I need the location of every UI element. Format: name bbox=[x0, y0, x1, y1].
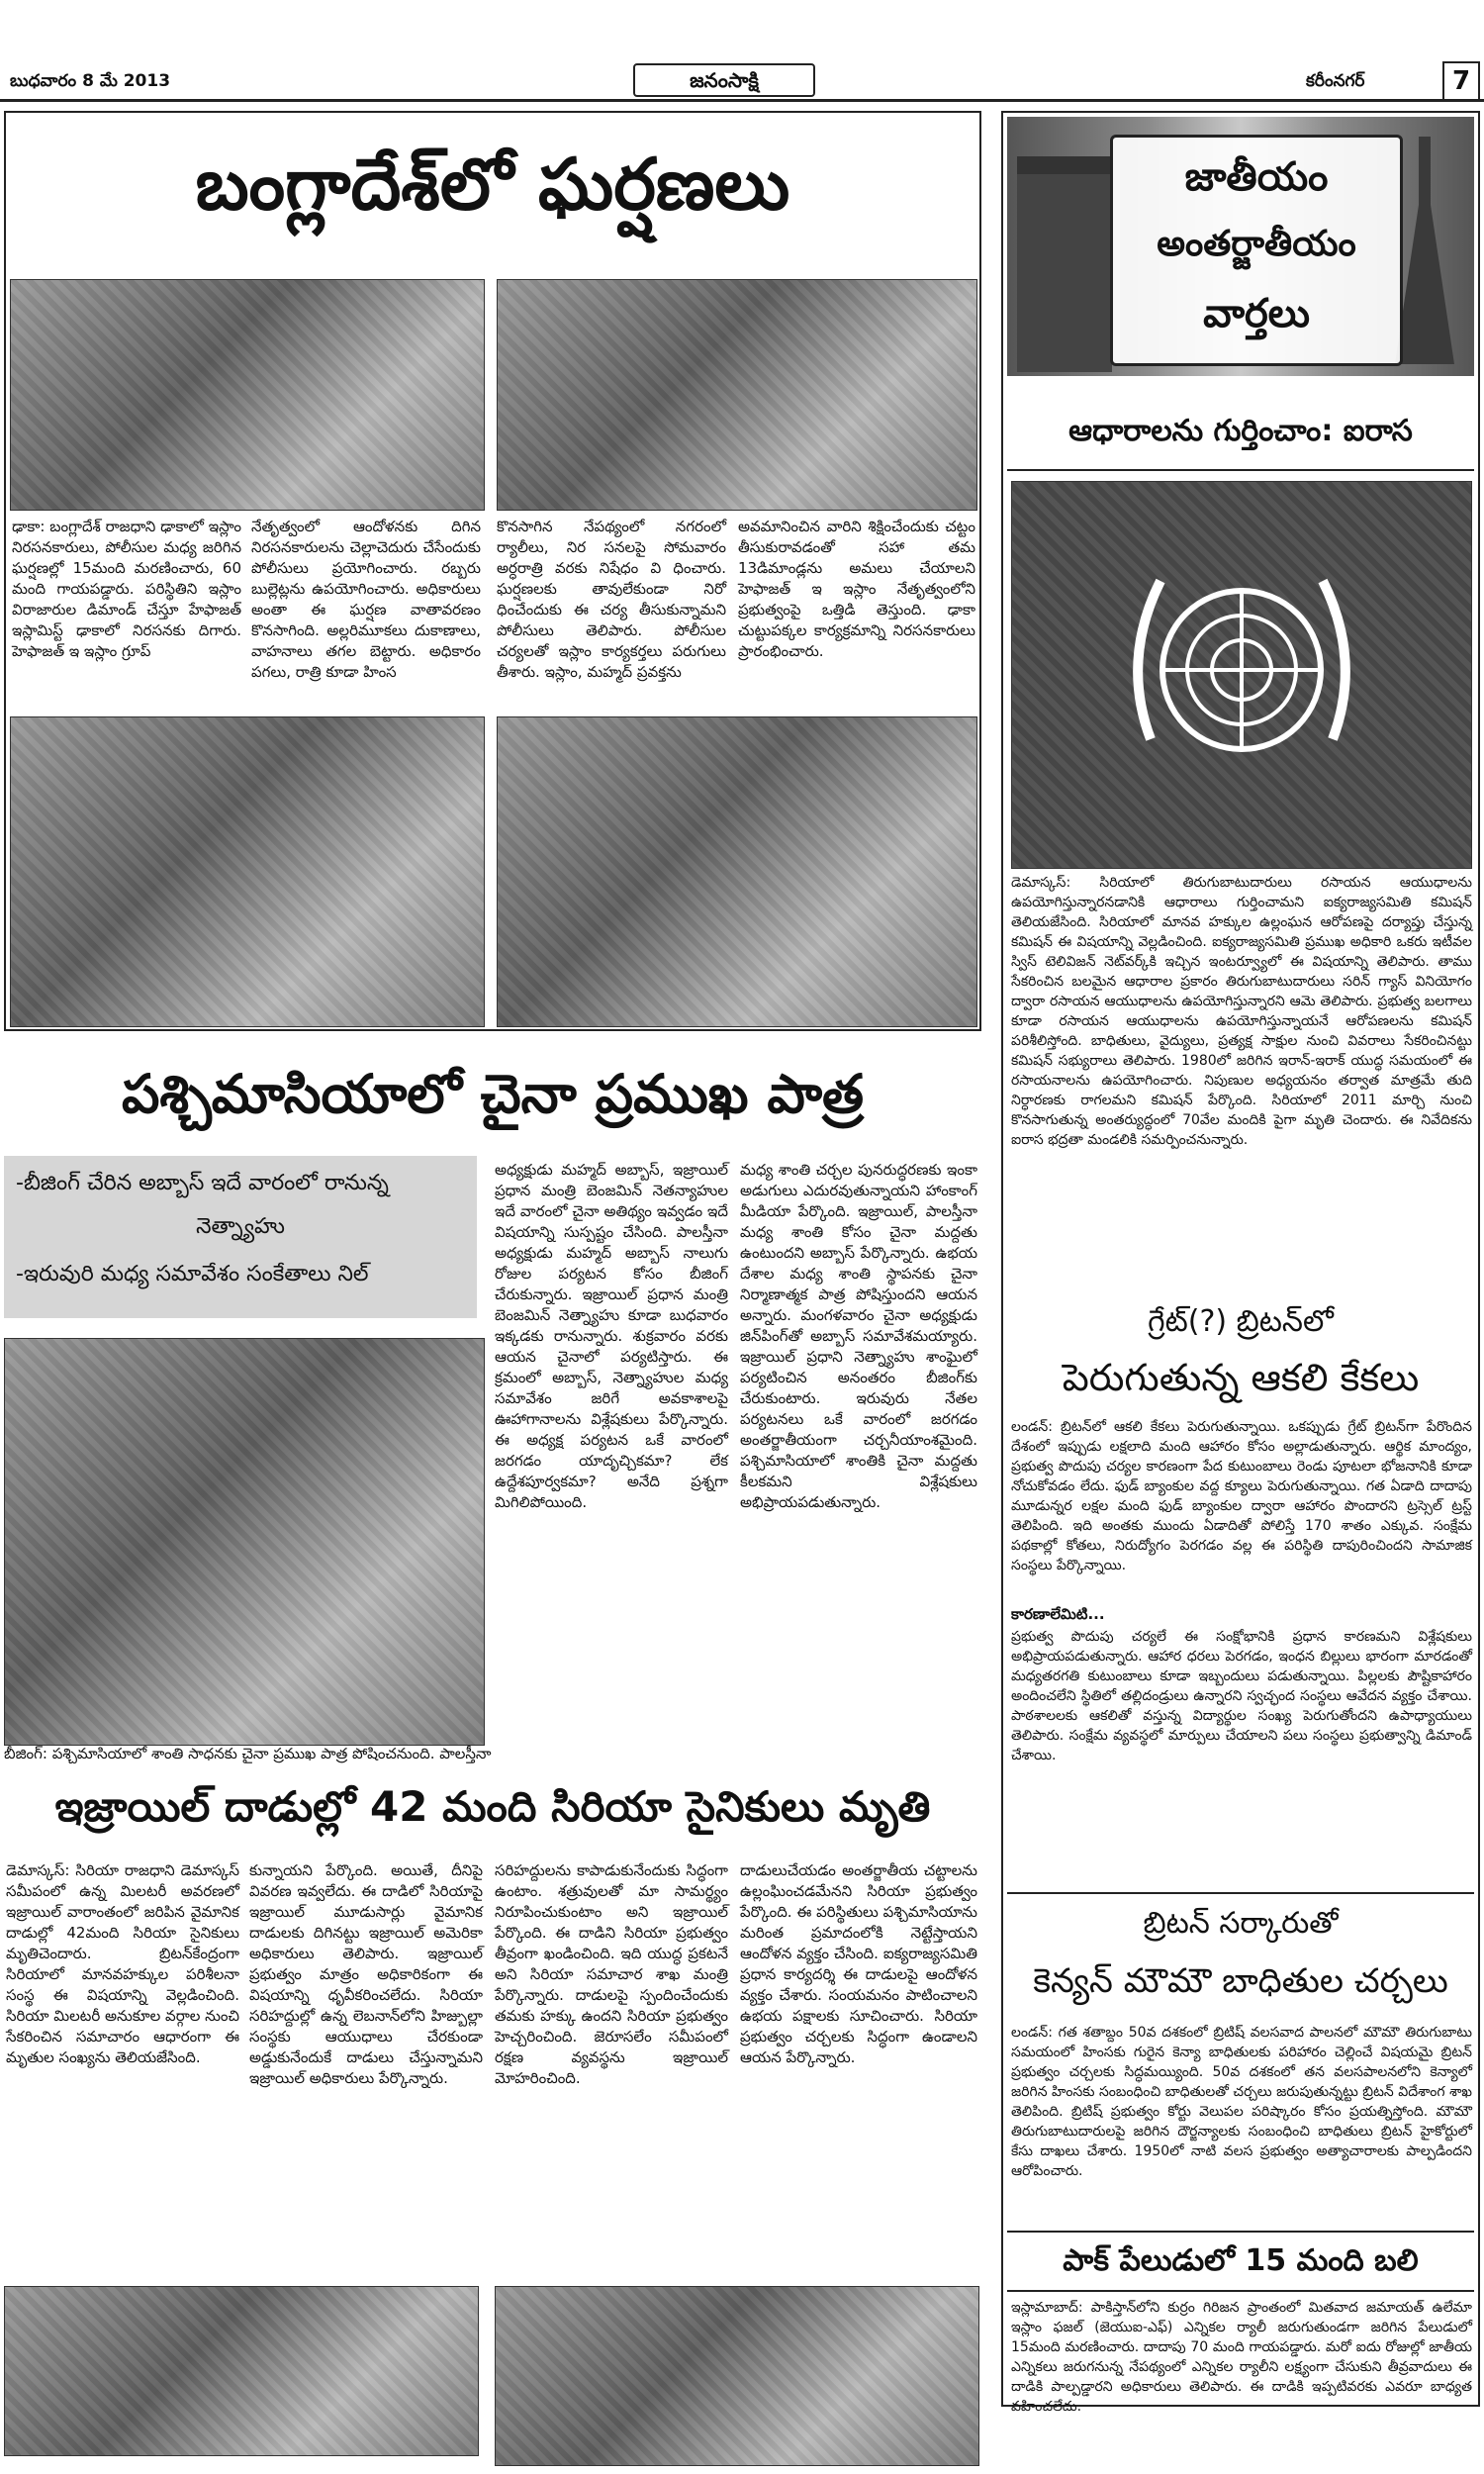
masthead-rule bbox=[0, 99, 1484, 102]
india-gate-icon bbox=[1017, 156, 1112, 372]
story-bangladesh-col2: నేతృత్వంలో ఆందోళనకు దిగిన నిరసనకారులను చెల్లాచెదురు చేసేందుకు పోలీసులు ప్రయోగించారు. రబ్బరు బుల్లెట్లను ఉపయోగించారు. అధికారులు అంతా ఈ ఘర్షణ వాతావరణం కొనసాగింది. అల్లరిమూకలు దుకాణాలు, వాహనాలు తగల బెట్టారు. అధికారం పగలు, రాత్రి కూడా హింస bbox=[251, 518, 481, 681]
photo-armed-police bbox=[497, 716, 977, 1027]
statue-of-liberty-icon bbox=[1395, 137, 1454, 364]
story-kenya-body: లండన్: గత శతాబ్దం 50వ దశకంలో బ్రిటిష్ వలసవాద పాలనలో మౌమౌ తిరుగుబాటు సమయంలో హింసకు గురైన కెన్యా బాధితులకు పరిహారం చెల్లించే విషయమై బ్రిటన్ ప్రభుత్వం చర్చలకు సిద్ధమయ్యింది. 50వ దశకంలో తన వలసపాలనలోని కెన్యాలో జరిగిన హింసకు సంబంధించి బాధితులతో చర్చలు జరుపుతున్నట్టు బ్రిటన్ విదేశాంగ శాఖ తెలిపింది. బ్రిటిష్ ప్రభుత్వం కోర్టు వెలుపల పరిష్కారం కోసం ప్రయత్నిస్తోంది. మౌమౌ తిరుగుబాటుదారులపై జరిగిన దౌర్జన్యాలకు సంబంధించి బాధితులు బ్రిటన్ హైకోర్టులో కేసు దాఖలు చేశారు. 1950లో నాటి వలస ప్రభుత్వం అత్యాచారాలకు పాల్పడిందని ఆరోపించారు. bbox=[1011, 2025, 1472, 2179]
photo-abbas-xi bbox=[4, 1338, 485, 1746]
story-kenya-headline-small: బ్రిటన్ సర్కారుతో bbox=[1143, 1906, 1339, 1941]
story-britain-subhead: కారణాలేమిటి... bbox=[1011, 1605, 1105, 1623]
masthead-city: కరీంనగర్ bbox=[1306, 71, 1365, 91]
story-pak-rule-top bbox=[1007, 2231, 1474, 2233]
story-kenya-headline-big: కెన్యన్ మౌమౌ బాధితుల చర్చలు bbox=[1033, 1961, 1448, 2001]
photo-rebels bbox=[495, 2286, 979, 2466]
banner-box bbox=[1110, 135, 1403, 366]
story-china-caption: బీజింగ్: పశ్చిమాసియాలో శాంతి సాధనకు చైనా ప్రముఖ పాత్ర పోషించనుంది. పాలస్తీనా bbox=[4, 1745, 492, 1762]
story-un-headline: ఆధారాలను గుర్తించాం: ఐరాస bbox=[1068, 414, 1413, 448]
story-china-col2: మధ్య శాంతి చర్చల పునరుద్ధరణకు ఇంకా అడుగులు ఎదురవుతున్నాయని హాంకాంగ్ మీడియా పేర్కొంది. ఇజ్రాయిల్, పాలస్తీనా మధ్య శాంతి కోసం చైనా మద్దతు ఉంటుందని అబ్బాస్ పేర్కొన్నారు. ఉభయ దేశాల మధ్య శాంతి స్థాపనకు చైనా నిర్మాణాత్మక పాత్ర పోషిస్తుందని ఆయన అన్నారు. మంగళవారం చైనా అధ్యక్షుడు జిన్‌పింగ్‌తో అబ్బాస్ సమావేశమయ్యారు. ఇజ్రాయిల్ ప్రధాని నెత్న్యాహు శాంఘైలో పర్యటించిన అనంతరం బీజింగ్‌కు చేరుకుంటారు. ఇరువురు నేతల పర్యటనలు ఒకే వారంలో జరగడం అంతర్జాతీయంగా చర్చనీయాంశమైంది. పశ్చిమాసియాలో శాంతికి చైనా మద్దతు కీలకమని విశ్లేషకులు అభిప్రాయపడుతున్నారు. bbox=[740, 1161, 977, 1511]
photo-tanks bbox=[4, 2286, 479, 2456]
sidebar bbox=[1001, 111, 1480, 2415]
masthead-paper-name: జనంసాక్షి bbox=[690, 68, 759, 92]
masthead-date: బుధవారం 8 మే 2013 bbox=[10, 71, 171, 91]
story-israel-headline: ఇజ్రాయిల్ దాడుల్లో 42 మంది సిరియా సైనికులు మృతి bbox=[54, 1782, 931, 1831]
masthead bbox=[0, 59, 1484, 103]
story-pak-body: ఇస్లామాబాద్: పాకిస్తాన్‌లోని కుర్రం గిరిజన ప్రాంతంలో మితవాద జమాయత్ ఉలేమా ఇస్లాం ఫజల్ (జెయుఐ-ఎఫ్) ఎన్నికల ర్యాలీ జరుగుతుండగా జరిగిన పేలుడులో 15మంది మరణించారు. దాదాపు 70 మంది గాయపడ్డారు. మరో ఐదు రోజుల్లో జాతీయ ఎన్నికలు జరుగనున్న నేపథ్యంలో ఎన్నికల ర్యాలీని లక్ష్యంగా చేసుకుని తీవ్రవాదులు ఈ దాడికి పాల్పడ్డారని అధికారులు తెలిపారు. ఈ దాడికి ఇప్పటివరకు ఎవరూ బాధ్యత వహించలేదు. bbox=[1011, 2300, 1472, 2415]
masthead-paper bbox=[633, 63, 815, 97]
story-israel-col4: దాడులుచేయడం అంతర్జాతీయ చట్టాలను ఉల్లంఘించడమేనని సిరియా ప్రభుత్వం పేర్కొంది. ఈ పరిస్థితులు పశ్చిమాసియాను మరింత ప్రమాదంలోకి నెట్టేస్తాయని ఆందోళన వ్యక్తం చేసింది. ఐక్యరాజ్యసమితి ప్రధాన కార్యదర్శి ఈ దాడులపై ఆందోళన వ్యక్తం చేశారు. సంయమనం పాటించాలని ఉభయ పక్షాలకు సూచించారు. సిరియా ప్రభుత్వం చర్చలకు సిద్ధంగా ఉండాలని ఆయన పేర్కొన్నారు. bbox=[740, 1861, 977, 2066]
photo-crowd-detained bbox=[10, 716, 485, 1027]
story-un-rule bbox=[1007, 469, 1474, 471]
story-china-headline: పశ్చిమాసియాలో చైనా ప్రముఖ పాత్ర bbox=[121, 1063, 865, 1125]
story-israel-col2: కున్నాయని పేర్కొంది. అయితే, దీనిపై వివరణ ఇవ్వలేదు. ఈ దాడిలో సిరియాపై ఇజ్రాయిల్ మూడుసార్లు వైమానిక దాడులకు దిగినట్టు ఇజ్రాయిల్ అమెరికా అధికారులు తెలిపారు. ఇజ్రాయిల్ ప్రభుత్వం మాత్రం అధికారికంగా ఈ విషయాన్ని ధృవీకరించలేదు. సిరియా సరిహద్దుల్లో ఉన్న లెబనాన్‌లోని హిజ్బుల్లా సంస్థకు ఆయుధాలు చేరకుండా అడ్డుకునేందుకే దాడులు చేస్తున్నామని ఇజ్రాయిల్ అధికారులు పేర్కొన్నారు. bbox=[249, 1861, 483, 2087]
un-emblem-icon bbox=[1012, 482, 1471, 868]
story-pak-rule-bottom bbox=[1007, 2290, 1474, 2292]
photo-street-protest bbox=[497, 279, 977, 511]
photo-police-cyclist bbox=[10, 279, 485, 511]
story-china-sub1: -బీజింగ్ చేరిన అబ్బాస్ ఇదే వారంలో రానున్న bbox=[16, 1171, 389, 1195]
story-israel-col3: సరిహద్దులను కాపాడుకునేందుకు సిద్ధంగా ఉంటాం. శత్రువులతో మా సామర్థ్యం నిరూపించుకుంటాం అని ఇజ్రాయిల్ పేర్కొంది. ఈ దాడిని సిరియా ప్రభుత్వం తీవ్రంగా ఖండించింది. ఇది యుద్ధ ప్రకటనే అని సిరియా సమాచార శాఖ మంత్రి పేర్కొన్నారు. దాడులపై స్పందించేందుకు తమకు హక్కు ఉందని సిరియా ప్రభుత్వం హెచ్చరించింది. జెరూసలేం సమీపంలో రక్షణ వ్యవస్థను ఇజ్రాయిల్ మోహరించింది. bbox=[495, 1861, 728, 2087]
story-israel bbox=[4, 1761, 981, 2464]
story-bangladesh-col4: అవమానించిన వారిని శిక్షించేందుకు చట్టం తీసుకురావడంతో సహా తమ 13డిమాండ్లను అమలు చేయాలని హెఫాజత్ ఇ ఇస్లాం నేతృత్వంలోని ప్రభుత్వంపై ఒత్తిడి తెస్తుంది. ఢాకా చుట్టుపక్కల కార్యక్రమాన్ని నిరసనకారులు ప్రారంభించారు. bbox=[738, 518, 975, 660]
story-israel-col1: డెమాస్కస్: సిరియా రాజధాని డెమాస్కస్ సమీపంలో ఉన్న మిలటరీ అవరణలో ఇజ్రాయిల్ వారాంతంలో జరిపిన వైమానిక దాడుల్లో 42మంది సిరియా సైనికులు మృతిచెందారు. బ్రిటన్‌కేంద్రంగా సిరియాలో మానవహక్కుల పరిశీలనా సంస్థ ఈ విషయాన్ని వెల్లడించింది. సిరియా మిలటరీ అనుకూల వర్గాల నుంచి సేకరించిన సమాచారం ఆధారంగా ఈ మృతుల సంఖ్యను తెలియజేసింది. bbox=[6, 1861, 239, 2066]
story-china-col1: అధ్యక్షుడు మహ్మద్ అబ్బాస్, ఇజ్రాయిల్ ప్రధాన మంత్రి బెంజమిన్ నెతన్యాహుల ఇదే వారంలో చైనా అతిథ్యం ఇవ్వడం ఇదే విషయాన్ని సుస్పష్టం చేసింది. పాలస్తీనా అధ్యక్షుడు మహ్మద్ అబ్బాస్ నాలుగు రోజుల పర్యటన కోసం బీజింగ్ చేరుకున్నారు. ఇజ్రాయిల్ ప్రధాన మంత్రి బెంజమిన్ నెత్న్యాహు కూడా బుధవారం ఇక్కడకు రానున్నారు. శుక్రవారం వరకు ఆయన చైనాలో పర్యటిస్తారు. ఈ క్రమంలో అబ్బాస్, నెత్న్యాహుల మధ్య సమావేశం జరిగే అవకాశాలపై ఊహాగానాలను విశ్లేషకులు పేర్కొన్నారు. ఈ అధ్యక్ష పర్యటన ఒకే వారంలో జరగడం యాదృచ్చికమా? లేక ఉద్దేశపూర్వకమా? అనేది ప్రశ్నగా మిగిలిపోయింది. bbox=[495, 1161, 728, 1511]
banner bbox=[1007, 117, 1474, 376]
story-un-body: డెమాస్కస్: సిరియాలో తిరుగుబాటుదారులు రసాయన ఆయుధాలను ఉపయోగిస్తున్నారనడానికి ఆధారాలు గుర్తించామని ఐక్యరాజ్యసమితి కమిషన్ తెలియజేసింది. సిరియాలో మానవ హక్కుల ఉల్లంఘన ఆరోపణపై దర్యాప్తు చేస్తున్న కమిషన్ ఈ విషయాన్ని వెల్లడించింది. ఐక్యరాజ్యసమితి ప్రముఖ అధికారి ఒకరు ఇటీవల స్విస్ టెలివిజన్ నెట్‌వర్క్‌కి ఇచ్చిన ఇంటర్వ్యూలో ఈ విషయాన్ని తెలిపారు. తాము సేకరించిన బలమైన ఆధారాల ప్రకారం తిరుగుబాటుదారులు సరిన్ గ్యాస్ వినియోగం ద్వారా రసాయన ఆయుధాలను ఉపయోగిస్తున్నారని ఆమె తెలిపారు. ప్రభుత్వ బలగాలు కూడా రసాయన ఆయుధాలను ఉపయోగిస్తున్నాయనే ఆరోపణలను కమిషన్ పరిశీలిస్తోంది. బాధితులు, వైద్యులు, ప్రత్యక్ష సాక్షుల నుంచి వివరాలు సేకరించినట్టు కమిషన్ సభ్యురాలు తెలిపారు. 1980లో జరిగిన ఇరాన్-ఇరాక్ యుద్ధ సమయంలో ఈ రసాయనాలను ఉపయోగించారు. నిపుణుల అధ్యయనం తర్వాత మాత్రమే తుది నిర్ధారణకు రాగలమని కమిషన్ పేర్కొంది. సిరియాలో 2011 మార్చి నుంచి కొనసాగుతున్న అంతర్యుద్ధంలో 70వేల మందికి పైగా మృతి చెందారు. ఈ నివేదికను ఐరాస భద్రతా మండలికి సమర్పించనున్నారు. bbox=[1011, 875, 1472, 1148]
banner-line2: అంతర్జాతీయం bbox=[1157, 224, 1356, 264]
story-britain-body: లండన్: బ్రిటన్‌లో ఆకలి కేకలు పెరుగుతున్నాయి. ఒకప్పుడు గ్రేట్ బ్రిటన్‌గా పేరొందిన దేశంలో ఇప్పుడు లక్షలాది మంది ఆహారం కోసం అల్లాడుతున్నారు. ఆర్థిక మాంద్యం, ప్రభుత్వ పొదుపు చర్యల కారణంగా పేద కుటుంబాలు రెండు పూటలా భోజనానికి కూడా నోచుకోవడం లేదు. ఫుడ్ బ్యాంకుల వద్ద క్యూలు పెరుగుతున్నాయి. గత ఏడాది దాదాపు మూడున్నర లక్షల మంది ఫుడ్ బ్యాంకుల ద్వారా ఆహారం పొందారని ట్రస్సెల్ ట్రస్ట్ తెలిపింది. ఇది అంతకు ముందు ఏడాదితో పోలిస్తే 170 శాతం ఎక్కువ. సంక్షేమ పథకాల్లో కోతలు, నిరుద్యోగం పెరగడం వల్ల ఈ పరిస్థితి దాపురించిందని సామాజిక సంస్థలు పేర్కొన్నాయి. bbox=[1011, 1419, 1472, 1573]
story-kenya-rule bbox=[1007, 1892, 1474, 1894]
story-britain-headline-small: గ్రేట్(?) బ్రిటన్‌లో bbox=[1148, 1304, 1334, 1339]
banner-line3: వార్తలు bbox=[1203, 291, 1310, 336]
story-bangladesh-col3: కొనసాగిన నేపథ్యంలో నగరంలో ర్యాలీలు, నిర సనలపై సోమవారం అర్ధరాత్రి వరకు నిషేధం వి ధించారు. ఘర్షణలకు తావులేకుండా నిరో ధించేందుకు ఈ చర్య తీసుకున్నామని పోలీసులు తెలిపారు. పోలీసుల చర్యలతో ఇస్లాం కార్యకర్తలు పరుగులు తీశారు. ఇస్లాం, మహ్మద్ ప్రవక్తను bbox=[497, 518, 726, 681]
story-china-subhead-box bbox=[4, 1156, 477, 1318]
story-china-sub2: నెత్న్యాహు bbox=[196, 1214, 285, 1239]
banner-line1: జాతీయం bbox=[1184, 154, 1329, 200]
story-britain-headline-big: పెరుగుతున్న ఆకలి కేకలు bbox=[1062, 1356, 1420, 1399]
story-bangladesh-col1: ఢాకా: బంగ్లాదేశ్ రాజధాని ఢాకాలో ఇస్లాం నిరసనకారులు, పోలీసుల మధ్య జరిగిన ఘర్షణల్లో 15మంది మరణించారు, 60 మంది గాయపడ్డారు. పరిస్థితిని ఇస్లాం విరాజారుల డిమాండ్ చేస్తూ హేఫాజత్ ఇస్లామిస్ట్ ఢాకాలో నిరసనకు దిగారు. హెఫాజత్ ఇ ఇస్లాం గ్రూప్ bbox=[12, 518, 241, 660]
story-china bbox=[4, 1035, 981, 1767]
page-number: 7 bbox=[1442, 61, 1480, 101]
story-china-sub3: -ఇరువురి మధ్య సమావేశం సంకేతాలు నిల్ bbox=[16, 1262, 369, 1286]
story-bangladesh bbox=[4, 111, 981, 1031]
story-britain-body2: ప్రభుత్వ పొదుపు చర్యలే ఈ సంక్షోభానికి ప్రధాన కారణమని విశ్లేషకులు అభిప్రాయపడుతున్నారు. ఆహార ధరలు పెరగడం, ఇంధన బిల్లులు భారంగా మారడంతో మధ్యతరగతి కుటుంబాలు కూడా ఇబ్బందులు పడుతున్నాయి. పిల్లలకు పౌష్టికాహారం అందించలేని స్థితిలో తల్లిదండ్రులు ఉన్నారని స్వచ్ఛంద సంస్థలు ఆవేదన వ్యక్తం చేశాయి. పాఠశాలలకు ఆకలితో వస్తున్న విద్యార్థుల సంఖ్య పెరుగుతోందని ఉపాధ్యాయులు తెలిపారు. సంక్షేమ వ్యవస్థలో మార్పులు చేయాలని పలు సంస్థలు ప్రభుత్వాన్ని డిమాండ్ చేశాయి. bbox=[1011, 1629, 1472, 1763]
un-emblem-photo bbox=[1011, 481, 1472, 869]
story-pak-headline: పాక్ పేలుడులో 15 మంది బలి bbox=[1063, 2243, 1419, 2278]
story-bangladesh-headline: బంగ్లాదేశ్‌లో ఘర్షణలు bbox=[195, 143, 790, 226]
